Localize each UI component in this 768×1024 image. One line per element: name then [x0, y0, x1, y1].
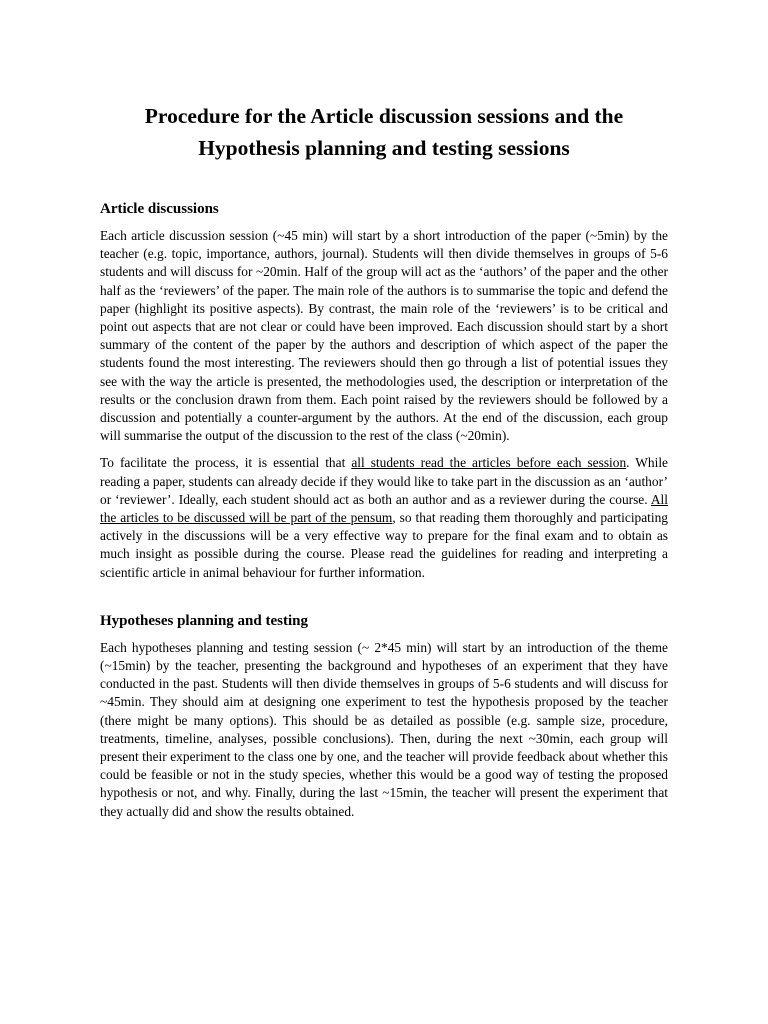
article-paragraph-1: Each article discussion session (~45 min) will start by a short introduction of the paper (~5min) by the teacher (e.g. topic, importance, authors, journal). Students will then divide themselves in groups of 5-6 students and will discuss for ~20min. Half of the group will act as the ‘authors’ of the paper and the other half as the ‘reviewers’ of the paper. The main role of the authors is to summarise the topic and defend the paper (highlight its positive aspects). By contrast, the main role of the ‘reviewers’ is to be critical and point out aspects that are not clear or could have been improved. Each discussion should start by a short summary of the content of the paper by the authors and description of which aspect of the paper the students found the most interesting. The reviewers should then go through a list of potential issues they see with the way the article is presented, the methodologies used, the description or interpretation of the results or the conclusion drawn from them. Each point raised by the reviewers should be followed by a discussion and potentially a counter-argument by the authors. At the end of the discussion, each group will summarise the output of the discussion to the rest of the class (~20min). — [100, 228, 668, 444]
paragraph-text: . While reading a paper, students can already decide if they would like to take part in the discussion as an ‘author’ or ‘reviewer’. Ideally, each student should act as both an author and as a reviewer during the course. — [100, 455, 668, 507]
title-line-1: Procedure for the Article discussion sessions and the — [144, 104, 624, 128]
document-page — [100, 100, 668, 821]
section-heading-hypotheses-planning: Hypotheses planning and testing — [100, 612, 308, 629]
paragraph-text: , so that reading them thoroughly and participating actively in the discussions will be a very effective way to prepare for the final exam and to obtain as much insight as possible during the course. Please read the guidelines for reading and interpreting a scientific article in animal behaviour for further information. — [100, 510, 669, 580]
underlined-text-pensum: All the articles to be discussed will be part of the pensum — [100, 491, 668, 526]
section-heading-article-discussions: Article discussions — [100, 201, 219, 217]
underlined-text-read-articles: all students read the articles before each session — [351, 455, 627, 471]
article-paragraph-2 — [100, 454, 668, 581]
paragraph-text: To facilitate the process, it is essential that — [100, 455, 352, 471]
title-line-2: Hypothesis planning and testing sessions — [198, 136, 570, 160]
document-title — [100, 100, 668, 164]
hypotheses-paragraph-1: Each hypotheses planning and testing session (~ 2*45 min) will start by an introduction of the theme (~15min) by the teacher, presenting the background and hypotheses of an experiment that they have conducted in the past. Students will then divide themselves in groups of 5-6 students and will discuss for ~45min. They should aim at designing one experiment to test the hypothesis proposed by the teacher (there might be many options). This should be as detailed as possible (e.g. sample size, procedure, treatments, timeline, analyses, possible conclusions). Then, during the next ~30min, each group will present their experiment to the class one by one, and the teacher will provide feedback about whether this could be feasible or not in the study species, whether this would be a good way of testing the proposed hypothesis or not, and why. Finally, during the last ~15min, the teacher will present the experiment that they actually did and show the results obtained. — [100, 639, 668, 819]
